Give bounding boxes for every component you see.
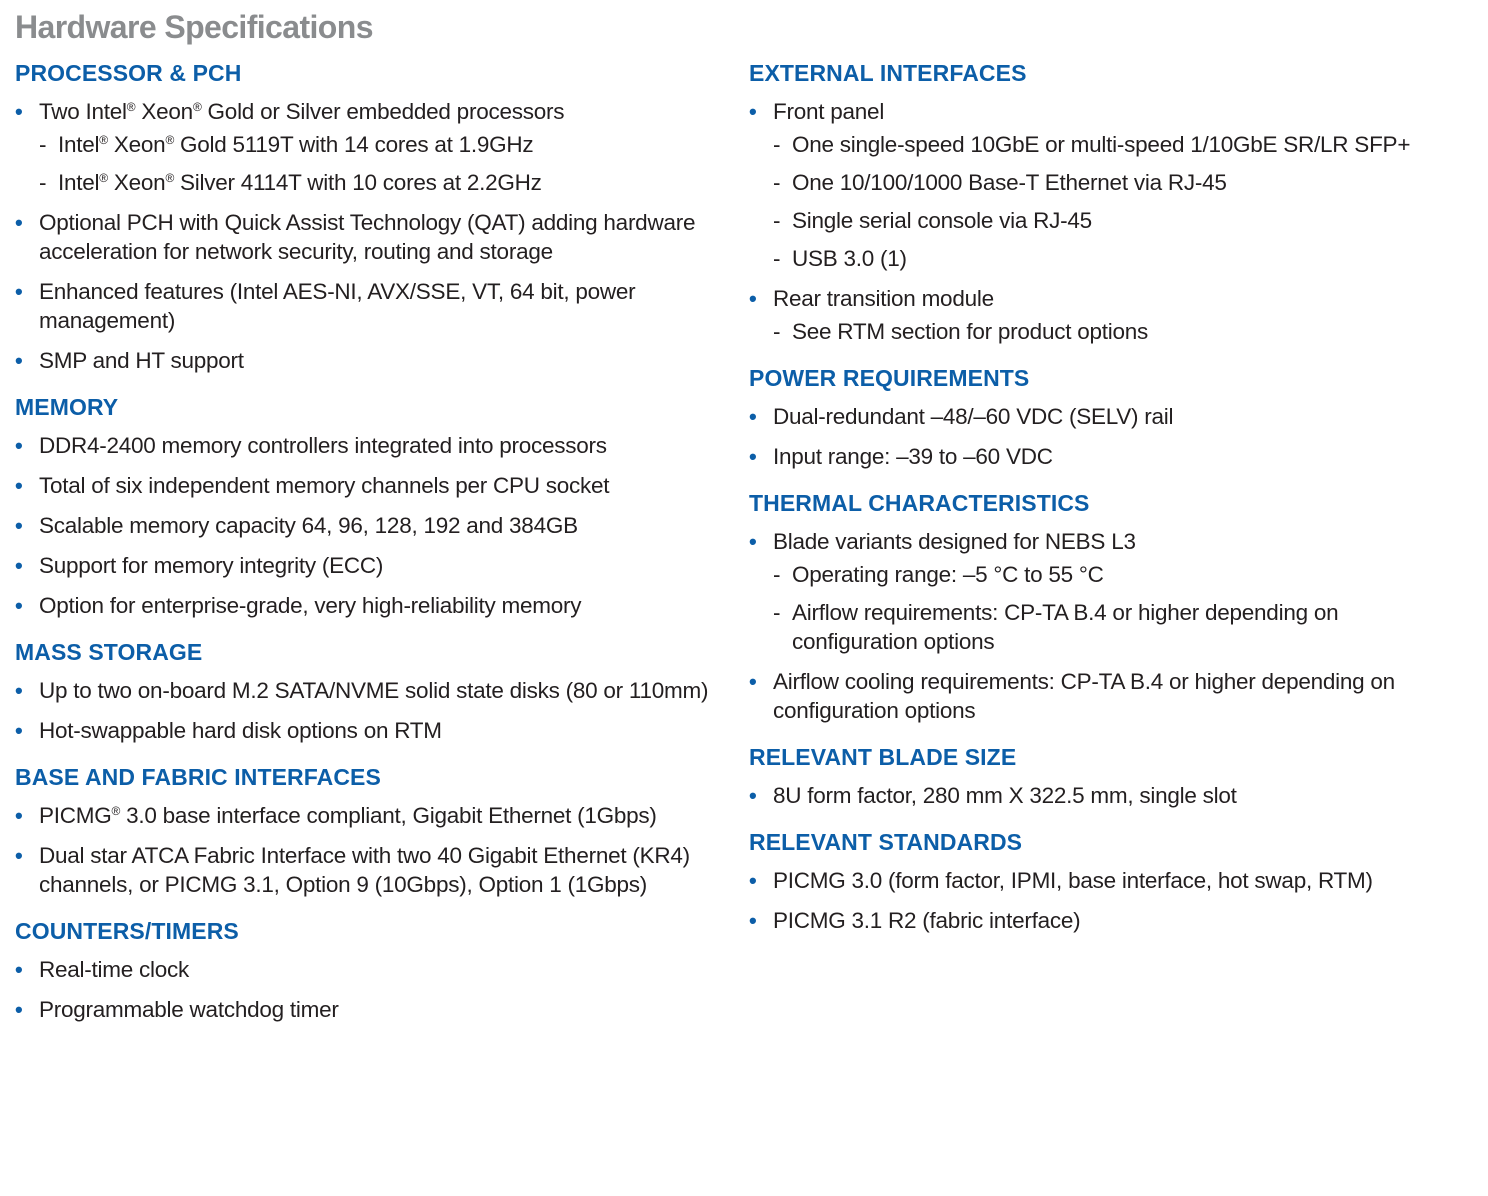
list-item <box>749 667 1469 725</box>
sub-list-item-text: Intel® Xeon® Gold 5119T with 14 cores at 1.9GHz <box>58 132 534 157</box>
list-item-text: Programmable watchdog timer <box>39 997 339 1022</box>
section-heading: RELEVANT BLADE SIZE <box>749 744 1017 770</box>
sub-list-item <box>39 130 715 159</box>
bullet-icon: • <box>749 529 757 554</box>
list-item-text: PICMG 3.0 (form factor, IPMI, base interface, hot swap, RTM) <box>773 868 1373 893</box>
list-item-text: Enhanced features (Intel AES-NI, AVX/SSE, VT, 64 bit, power management) <box>39 279 636 333</box>
bullet-icon: • <box>749 783 757 808</box>
list-item <box>15 841 715 899</box>
section-heading: THERMAL CHARACTERISTICS <box>749 490 1090 516</box>
sub-list-item-text: One single-speed 10GbE or multi-speed 1/10GbE SR/LR SFP+ <box>792 132 1411 157</box>
dash-icon: - <box>773 208 781 233</box>
list-item-text: Scalable memory capacity 64, 96, 128, 192 and 384GB <box>39 513 578 538</box>
bullet-icon: • <box>15 348 23 373</box>
list-item <box>15 591 715 620</box>
bullet-icon: • <box>15 678 23 703</box>
sub-list-item-text: USB 3.0 (1) <box>792 246 907 271</box>
list-item-text: Two Intel® Xeon® Gold or Silver embedded processors <box>39 99 565 124</box>
sub-list-item <box>773 598 1469 656</box>
sub-list-item-text: One 10/100/1000 Base-T Ethernet via RJ-45 <box>792 170 1227 195</box>
section-counters-timers <box>15 916 715 1024</box>
list-item <box>749 866 1469 895</box>
bullet-icon: • <box>15 843 23 868</box>
bullet-list <box>15 97 715 375</box>
section-mass-storage <box>15 637 715 745</box>
right-column <box>749 58 1469 952</box>
sub-list-item-text: See RTM section for product options <box>792 319 1149 344</box>
sub-list-item-text: Intel® Xeon® Silver 4114T with 10 cores at 2.2GHz <box>58 170 542 195</box>
section-memory <box>15 392 715 620</box>
sub-list <box>773 317 1469 346</box>
bullet-icon: • <box>15 593 23 618</box>
bullet-icon: • <box>15 553 23 578</box>
list-item-text: PICMG® 3.0 base interface compliant, Gigabit Ethernet (1Gbps) <box>39 803 657 828</box>
dash-icon: - <box>39 170 47 195</box>
bullet-list <box>15 431 715 620</box>
section-external-interfaces <box>749 58 1469 346</box>
sub-list-item <box>773 168 1469 197</box>
list-item-text: Blade variants designed for NEBS L3 <box>773 529 1136 554</box>
section-power-requirements <box>749 363 1469 471</box>
dash-icon: - <box>773 246 781 271</box>
bullet-icon: • <box>749 99 757 124</box>
list-item <box>15 676 715 705</box>
section-heading: POWER REQUIREMENTS <box>749 365 1030 391</box>
bullet-icon: • <box>15 433 23 458</box>
list-item <box>749 906 1469 935</box>
list-item <box>15 97 715 197</box>
bullet-icon: • <box>749 868 757 893</box>
bullet-list <box>749 781 1469 810</box>
bullet-icon: • <box>15 210 23 235</box>
list-item <box>749 284 1469 346</box>
list-item <box>15 208 715 266</box>
sub-list-item-text: Airflow requirements: CP-TA B.4 or higher depending on configuration options <box>792 600 1339 654</box>
list-item-text: Airflow cooling requirements: CP-TA B.4 or higher depending on configuration options <box>773 669 1395 723</box>
list-item-text: PICMG 3.1 R2 (fabric interface) <box>773 908 1081 933</box>
section-relevant-blade-size <box>749 742 1469 810</box>
list-item <box>749 97 1469 273</box>
list-item-text: Input range: –39 to –60 VDC <box>773 444 1053 469</box>
list-item <box>749 527 1469 656</box>
dash-icon: - <box>773 562 781 587</box>
sub-list-item-text: Operating range: –5 °C to 55 °C <box>792 562 1104 587</box>
bullet-icon: • <box>15 718 23 743</box>
list-item-text: SMP and HT support <box>39 348 244 373</box>
sub-list-item <box>773 244 1469 273</box>
list-item <box>15 955 715 984</box>
list-item <box>749 781 1469 810</box>
section-thermal-characteristics <box>749 488 1469 725</box>
list-item-text: Optional PCH with Quick Assist Technology (QAT) adding hardware acceleration for network security, routing and storage <box>39 210 696 264</box>
sub-list <box>39 130 715 197</box>
dash-icon: - <box>39 132 47 157</box>
bullet-icon: • <box>749 444 757 469</box>
list-item <box>749 402 1469 431</box>
list-item-text: 8U form factor, 280 mm X 322.5 mm, single slot <box>773 783 1237 808</box>
list-item-text: Front panel <box>773 99 885 124</box>
bullet-list <box>749 527 1469 725</box>
bullet-icon: • <box>749 669 757 694</box>
sub-list <box>773 560 1469 656</box>
bullet-icon: • <box>749 908 757 933</box>
bullet-list <box>749 97 1469 346</box>
list-item-text: Real-time clock <box>39 957 190 982</box>
bullet-icon: • <box>15 997 23 1022</box>
section-heading: COUNTERS/TIMERS <box>15 918 239 944</box>
list-item-text: Option for enterprise-grade, very high-reliability memory <box>39 593 582 618</box>
list-item-text: Support for memory integrity (ECC) <box>39 553 384 578</box>
left-column <box>15 58 715 1041</box>
list-item <box>15 511 715 540</box>
sub-list-item <box>39 168 715 197</box>
list-item <box>15 716 715 745</box>
section-heading: MASS STORAGE <box>15 639 203 665</box>
section-heading: BASE AND FABRIC INTERFACES <box>15 764 381 790</box>
section-heading: MEMORY <box>15 394 119 420</box>
list-item <box>15 801 715 830</box>
bullet-list <box>15 955 715 1024</box>
section-relevant-standards <box>749 827 1469 935</box>
list-item <box>15 551 715 580</box>
bullet-icon: • <box>15 279 23 304</box>
bullet-icon: • <box>15 803 23 828</box>
list-item <box>15 431 715 460</box>
section-heading: EXTERNAL INTERFACES <box>749 60 1027 86</box>
list-item-text: DDR4-2400 memory controllers integrated into processors <box>39 433 607 458</box>
section-base-and-fabric-interfaces <box>15 762 715 899</box>
list-item-text: Hot-swappable hard disk options on RTM <box>39 718 442 743</box>
bullet-list <box>749 866 1469 935</box>
list-item-text: Up to two on-board M.2 SATA/NVME solid state disks (80 or 110mm) <box>39 678 709 703</box>
bullet-icon: • <box>15 473 23 498</box>
dash-icon: - <box>773 319 781 344</box>
list-item <box>15 471 715 500</box>
list-item <box>15 346 715 375</box>
bullet-list <box>15 801 715 899</box>
sub-list-item <box>773 206 1469 235</box>
sub-list-item-text: Single serial console via RJ-45 <box>792 208 1092 233</box>
bullet-icon: • <box>15 957 23 982</box>
list-item-text: Rear transition module <box>773 286 994 311</box>
list-item-text: Dual-redundant –48/–60 VDC (SELV) rail <box>773 404 1174 429</box>
dash-icon: - <box>773 170 781 195</box>
section-heading: PROCESSOR & PCH <box>15 60 242 86</box>
list-item-text: Dual star ATCA Fabric Interface with two 40 Gigabit Ethernet (KR4) channels, or PICMG 3.1, Option 9 (10Gbps), Option 1 (1Gbps) <box>39 843 690 897</box>
dash-icon: - <box>773 132 781 157</box>
sub-list-item <box>773 317 1469 346</box>
list-item <box>15 277 715 335</box>
bullet-icon: • <box>15 99 23 124</box>
list-item-text: Total of six independent memory channels per CPU socket <box>39 473 610 498</box>
bullet-list <box>15 676 715 745</box>
list-item <box>15 995 715 1024</box>
sub-list-item <box>773 130 1469 159</box>
page-title: Hardware Specifications <box>15 9 373 45</box>
bullet-icon: • <box>749 404 757 429</box>
bullet-list <box>749 402 1469 471</box>
dash-icon: - <box>773 600 781 625</box>
sub-list <box>773 130 1469 273</box>
list-item <box>749 442 1469 471</box>
section-processor-pch <box>15 58 715 375</box>
sub-list-item <box>773 560 1469 589</box>
section-heading: RELEVANT STANDARDS <box>749 829 1023 855</box>
bullet-icon: • <box>15 513 23 538</box>
bullet-icon: • <box>749 286 757 311</box>
